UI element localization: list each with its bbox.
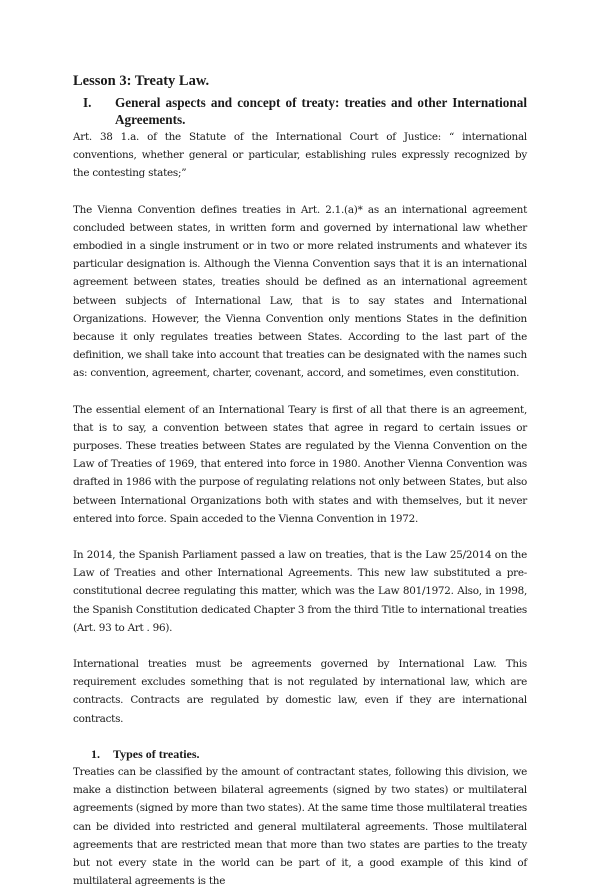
paragraph-types-of-treaties: Treaties can be classified by the amount of contractant states, following this division, we make a distinction between bilateral agreements (signed by two states) or multilateral agreements (signed by more than two states). At the same time those multilateral treaties can be divided into restricted and general multilateral agreements. Those multilateral agreements that are restricted mean that more than two states are parties to the treaty but not every state in the world can be part of it, a good example of this kind of multilateral agreements is the bbox=[73, 765, 527, 888]
paragraph-vienna-definition: The Vienna Convention defines treaties in Art. 2.1.(a)* as an international agreement concluded between states, in written form and governed by international law whether embodied in a single instrument or in two or more related instruments and whatever its particular designation is. Although the Vienna Convention says that it is an international agreement between states, treaties should be defined as an international agreement between subjects of International Law, that is to say states and International Organizations. However, the Vienna Convention only mentions States in the definition because it only regulates treaties between States. According to the last part of the definition, we shall take into account that treaties can be designated with the names such as: convention, agreement, charter, covenant, accord, and sometimes, even constitution. bbox=[73, 203, 527, 380]
paragraph-governed-by-law: International treaties must be agreements governed by International Law. This requirement excludes something that is not regulated by international law, which are contracts. Contracts are regulated by domestic law, even if they are international contracts. bbox=[73, 658, 527, 725]
subsection-number: 1. bbox=[91, 746, 100, 761]
paragraph-statute-quote: Art. 38 1.a. of the Statute of the International Court of Justice: “ international conventions, whether general or particular, establishing rules expressly recognized by the contesting states;” bbox=[73, 131, 527, 180]
subsection-heading bbox=[73, 746, 527, 763]
lesson-title: Lesson 3: Treaty Law. bbox=[73, 73, 210, 89]
subsection-title: Types of treaties. bbox=[113, 746, 200, 761]
section-number: I. bbox=[83, 95, 92, 110]
document-page bbox=[73, 72, 527, 890]
section-title: General aspects and concept of treaty: treaties and other International Agreements. bbox=[115, 95, 527, 127]
paragraph-essential-element: The essential element of an International Teary is first of all that there is an agreement, that is to say, a convention between states that agree in regard to certain issues or purposes. These treaties between States are regulated by the Vienna Convention on the Law of Treaties of 1969, that entered into force in 1980. Another Vienna Convention was drafted in 1986 with the purpose of regulating relations not only between States, but also between International Organizations both with states and with themselves, but it never entered into force. Spain acceded to the Vienna Convention in 1972. bbox=[73, 403, 527, 525]
section-heading bbox=[73, 94, 527, 128]
paragraph-spanish-law: In 2014, the Spanish Parliament passed a law on treaties, that is the Law 25/2014 on the Law of Treaties and other International Agreements. This new law substituted a pre-constitutional decree regulating this matter, which was the Law 801/1972. Also, in 1998, the Spanish Constitution dedicated Chapter 3 from the third Title to international treaties (Art. 93 to Art . 96). bbox=[73, 549, 527, 634]
